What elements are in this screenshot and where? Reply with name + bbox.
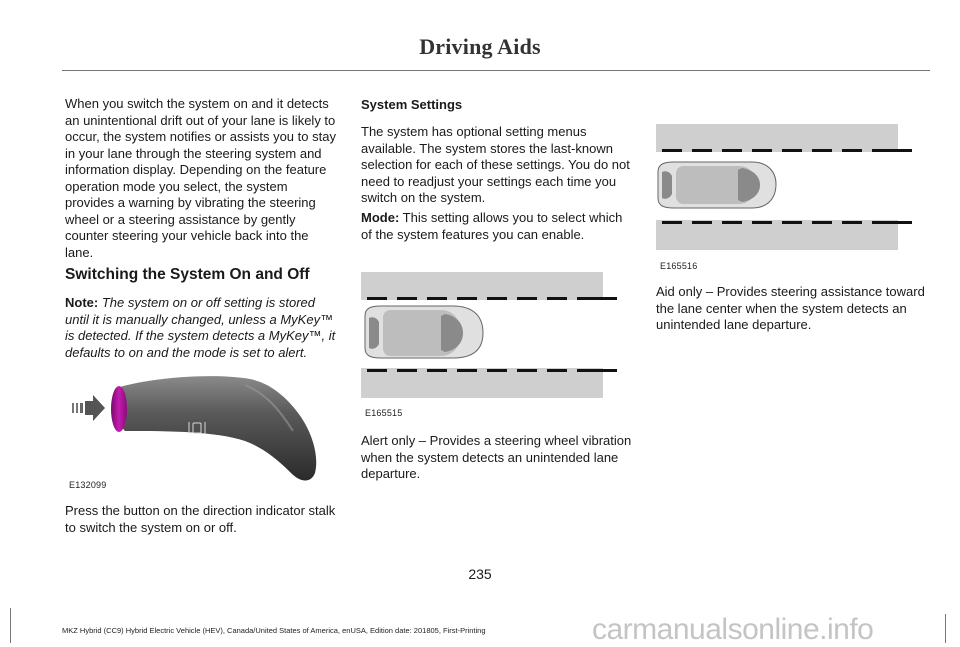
note-label: Note: [65, 295, 99, 310]
alert-only-text: Alert only – Provides a steering wheel vibration when the system detects an unintended lane departure. [361, 433, 632, 481]
col2-after-figure [361, 433, 633, 483]
settings-paragraph: The system has optional setting menus available. The system stores the last-known selection for each of these settings. You do not need to readjust your settings each time you switch on the system. [361, 124, 630, 205]
intro-paragraph: When you switch the system on and it detects an unintentional drift out of your lane is likely to occur, the system notifies or assists you to stay in your lane through the steering system and information display. Depending on the feature operation mode you select, the system provides a warning by vibrating the steering wheel or a steering assistance by gently counter steering your vehicle back into the lane. [65, 96, 336, 260]
press-button-text: Press the button on the direction indicator stalk to switch the system on or off. [65, 503, 336, 535]
mode-label: Mode: [361, 210, 400, 225]
figure-direction-stalk [65, 365, 335, 485]
col2-para1 [361, 124, 633, 207]
mode-text: This setting allows you to select which of the system features you can enable. [361, 210, 623, 242]
crop-mark-left [10, 608, 11, 643]
car-top-view [658, 162, 776, 208]
note-block [65, 295, 337, 361]
col1-intro-text [65, 96, 337, 261]
section-heading-system-settings: System Settings [361, 97, 463, 112]
page-title: Driving Aids [419, 34, 541, 59]
figure-code-e165515: E165515 [365, 408, 403, 418]
stalk-button [111, 386, 127, 432]
aid-only-text: Aid only – Provides steering assistance toward the lane center when the system detects an unintended lane departure. [656, 284, 925, 332]
section-heading-switching: Switching the System On and Off [65, 266, 310, 283]
figure-alert-only [361, 272, 621, 398]
footer-text: MKZ Hybrid (CC9) Hybrid Electric Vehicle (HEV), Canada/United States of America, enUSA, Edition date: 201805, First-Printing [62, 626, 486, 635]
page-number: 235 [468, 566, 492, 582]
watermark: carmanualsonline.info [592, 613, 874, 646]
lane-aid-illustration [656, 124, 914, 250]
figure-aid-only [656, 124, 914, 250]
arrow-icon [72, 395, 105, 421]
mode-block [361, 210, 633, 243]
header-rule [62, 70, 930, 71]
col1-after-figure [65, 503, 337, 536]
note-text: The system on or off setting is stored until it is manually changed, unless a MyKey™ is detected. If the system detects a MyKey™, it defaults to on and the mode is set to alert. [65, 295, 336, 360]
stalk-illustration [65, 365, 335, 485]
lane-alert-illustration [361, 272, 621, 398]
car-top-view [365, 306, 483, 358]
crop-mark-right [945, 614, 946, 643]
col3-after-figure [656, 284, 928, 334]
figure-code-e165516: E165516 [660, 261, 698, 271]
figure-code-e132099: E132099 [69, 480, 107, 490]
